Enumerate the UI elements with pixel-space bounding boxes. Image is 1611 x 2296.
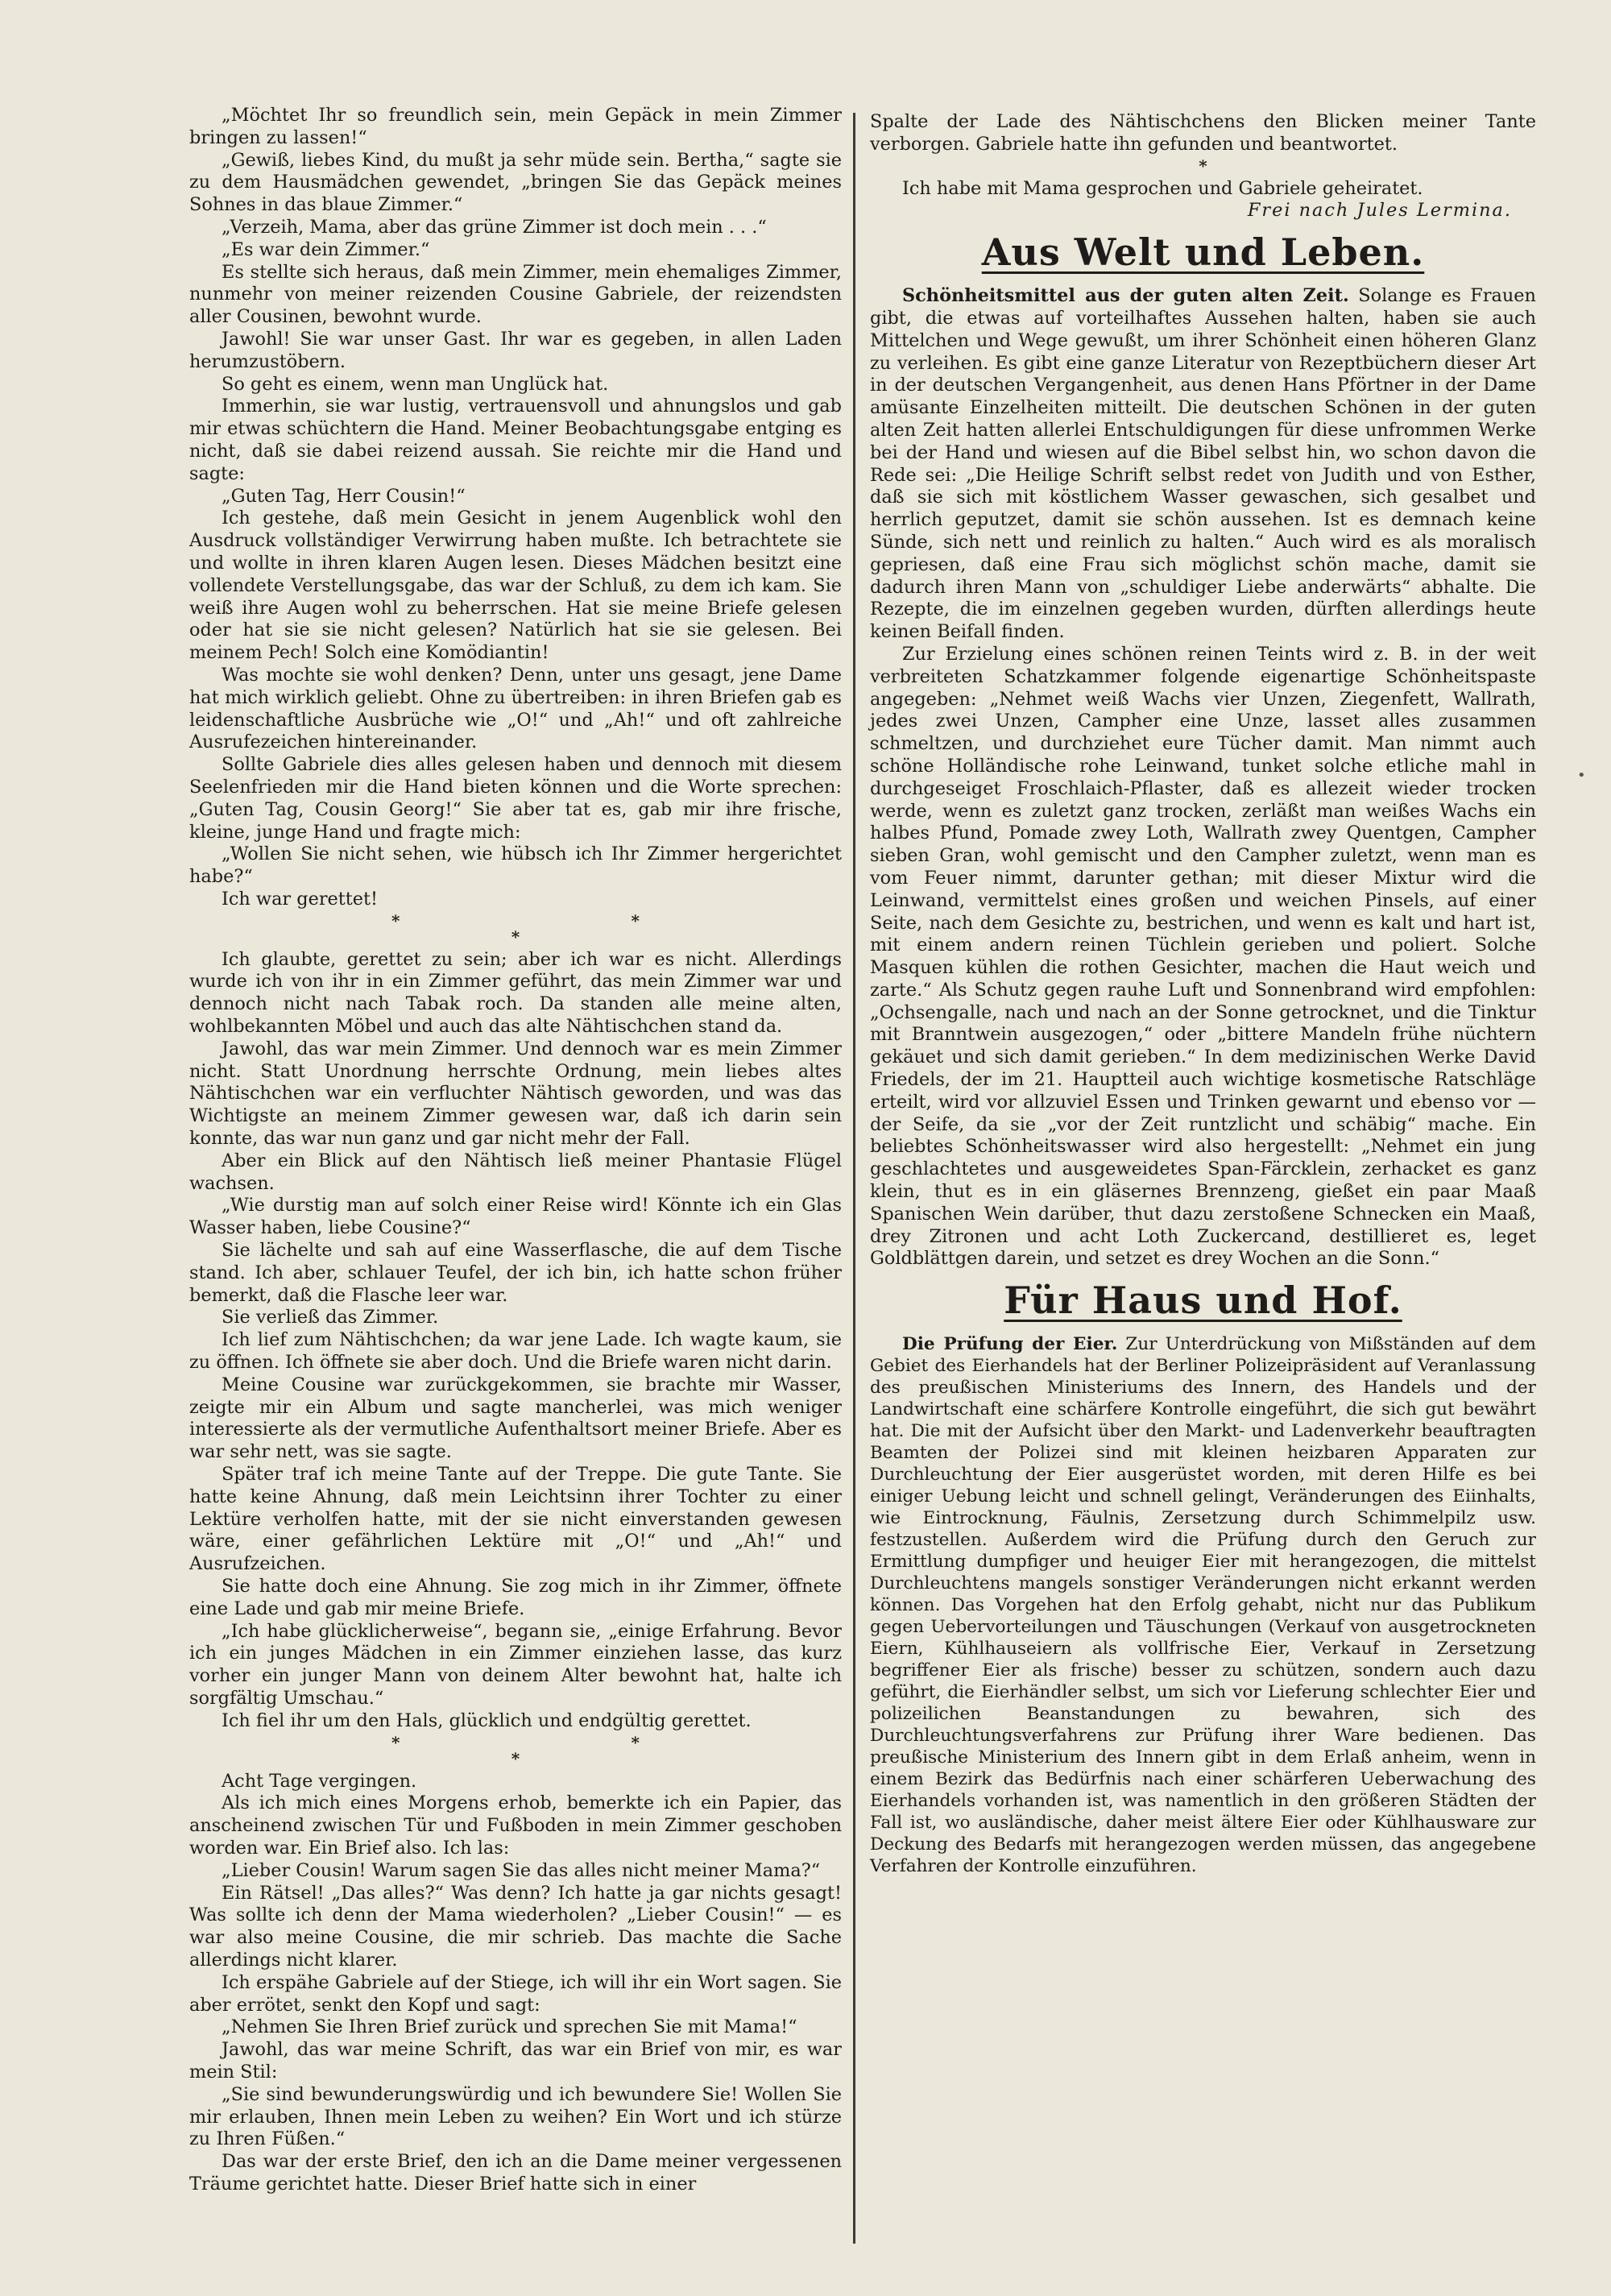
article-beauty xyxy=(870,285,1536,1270)
story-paragraph: Sie verließ das Zimmer. xyxy=(222,1307,439,1328)
story-paragraph: Ich gestehe, daß mein Gesicht in jenem Augenblick wohl den Ausdruck vollständiger Verwirrung haben mußte. Ich betrachtete sie und wollte in ihren klaren Augen lesen. Dieses Mädchen besitzt eine vollendete Verstellungsgabe, das war der Schluß, zu dem ich kam. Sie weiß ihre Augen wohl zu beherrschen. Hat sie meine Briefe gelesen oder hat sie sie nicht gelesen? Natürlich hat sie sie gelesen. Bei meinem Pech! Solch eine Komödiantin! xyxy=(189,508,842,664)
story-paragraph: Jawohl, das war meine Schrift, das war ein Brief von mir, es war mein Stil: xyxy=(189,2039,842,2083)
story-ending xyxy=(870,111,1536,222)
story-paragraph: Spalte der Lade des Nähtischchens den Blicken meiner Tante verborgen. Gabriele hatte ihn gefunden und beantwortet. xyxy=(870,111,1536,155)
story-paragraph: „Nehmen Sie Ihren Brief zurück und sprechen Sie mit Mama!“ xyxy=(222,2016,797,2038)
story-paragraph: Meine Cousine war zurückgekommen, sie brachte mir Wasser, zeigte mir ein Album und sagte mancherlei, was mich weniger interessierte als der vermutliche Aufenthaltsort meiner Briefe. Aber es war sehr nett, was sie sagte. xyxy=(189,1374,842,1463)
story-paragraph: Ich erspähe Gabriele auf der Stiege, ich will ihr ein Wort sagen. Sie aber errötet, senkt den Kopf und sagt: xyxy=(189,1971,842,2016)
section-divider-stars: * * * xyxy=(391,1732,752,1768)
article-paragraph: Solange es Frauen gibt, die etwas auf vorteilhaftes Aussehen halten, haben sie auch Mittelchen und Wege gewußt, um ihrer Schönheit einen höheren Glanz zu verleihen. Es gibt eine ganze Literatur von Rezeptbüchern dieser Art in der deutschen Vergangenheit, aus denen Hans Pförtner in der Dame amüsante Einzelheiten mitteilt. Die deutschen Schönen in der guten alten Zeit hatten allerlei Entschuldigungen für diese unfrommen Werke bei der Hand und wiesen auf die Bibel selbst hin, wo schon davon die Rede sei: „Die Heilige Schrift selbst redet von Judith und von Esther, daß sie sich mit köstlichem Wasser gewaschen, sich gesalbet und herrlich geputzet, damit sie schön aussehen. Ist es demnach keine Sünde, sich nett und reinlich zu halten.“ Auch wird es als moralisch gepriesen, daß eine Frau sich möglichst schön mache, damit sie dadurch ihren Mann von „schuldiger Liebe anderwärts“ abhalte. Die Rezepte, die im einzelnen gegeben wurden, dürften allerdings heute keinen Beifall finden. xyxy=(870,285,1536,643)
story-paragraph: Acht Tage vergingen. xyxy=(222,1770,417,1792)
story-paragraph: „Ich habe glücklicherweise“, begann sie, „einige Erfahrung. Bevor ich ein junges Mädchen in ein Zimmer einziehen lasse, das kurz vorher ein junger Mann von deinem Alter bewohnt hat, halte ich sorgfältig Umschau.“ xyxy=(189,1620,842,1709)
story-signature: Frei nach Jules Lermina. xyxy=(1247,200,1512,222)
story-paragraph: „Sie sind bewunderungswürdig und ich bewundere Sie! Wollen Sie mir erlauben, Ihnen mein Leben zu weihen? Ein Wort und ich stürze zu Ihren Füßen.“ xyxy=(189,2083,842,2150)
section-heading-fuer-haus-und-hof: Für Haus und Hof. xyxy=(1004,1279,1402,1323)
story-paragraph: Sie lächelte und sah auf eine Wasserflasche, die auf dem Tische stand. Ich aber, schlauer Teufel, der ich bin, ich hatte schon früher bemerkt, daß die Flasche leer war. xyxy=(189,1240,842,1306)
margin-mark: • xyxy=(1577,767,1586,784)
story-paragraph: „Es war dein Zimmer.“ xyxy=(222,238,430,260)
story-paragraph: „Wie durstig man auf solch einer Reise wird! Könnte ich ein Glas Wasser haben, liebe Cousine?“ xyxy=(189,1195,842,1239)
story-paragraph: „Verzeih, Mama, aber das grüne Zimmer ist doch mein . . .“ xyxy=(222,216,767,238)
story-paragraph: Ich war gerettet! xyxy=(222,888,379,910)
story-paragraph: „Gewiß, liebes Kind, du mußt ja sehr müde sein. Bertha,“ sagte sie zu dem Hausmädchen gewendet, „bringen Sie das Gepäck meines Sohnes in das blaue Zimmer.“ xyxy=(189,149,842,216)
story-paragraph: Ich fiel ihr um den Hals, glücklich und endgültig gerettet. xyxy=(222,1710,752,1731)
story-paragraph: Ein Rätsel! „Das alles?“ Was denn? Ich hatte ja gar nichts gesagt! Was sollte ich denn der Mama wiederholen? „Lieber Cousin!“ — es war also meine Cousine, die mir schrieb. Das machte die Sache allerdings nicht klarer. xyxy=(189,1882,842,1971)
story-paragraph: Jawohl! Sie war unser Gast. Ihr war es gegeben, in allen Laden herumzustöbern. xyxy=(189,328,842,372)
section-heading-aus-welt-und-leben: Aus Welt und Leben. xyxy=(981,230,1425,275)
article-lead: Die Prüfung der Eier. xyxy=(902,1334,1118,1355)
article-paragraph: Zur Erzielung eines schönen reinen Teints wird z. B. in der weit verbreiteten Schatzkammer folgende eigenartige Schönheitspaste angegeben: „Nehmet weiß Wachs vier Unzen, Ziegenfett, Wallrath, jedes zwei Unzen, Campher eine Unze, lasset alles zusammen schmeltzen, und durchziehet eure Tücher damit. Man nimmt auch schöne Holländische rohe Leinwand, tunket solche etliche mahl in durchgeseiget Froschlaich-Pflaster, daß es allezeit wieder trocken werde, wenn es zuletzt ganz trocken, zerläßt man weißes Wachs ein halbes Pfund, Pomade zwey Loth, Wallrath zwey Quentgen, Campher sieben Gran, wohl gemischt und den Campher zuletzt, wenn man es vom Feuer nimmt, darunter gethan; mit dieser Mixtur wird die Leinwand, vermittelst eines großen und weichen Pinsels, auf einer Seite, nach dem Gesichte zu, bestrichen, und wenn es kalt und hart ist, mit einem andern reinen Tüchlein gerieben und poliert. Solche Masquen kühlen die rothen Gesichter, machen die Haut weich und zarte.“ Als Schutz gegen rauhe Luft und Sonnenbrand wird empfohlen: „Ochsengalle, nach und nach an der Sonne getrocknet, und die Tinktur mit Branntwein ausgezogen,“ oder „bittere Mandeln frühe nüchtern gekäuet und sich damit gerieben.“ In dem medizinischen Werke David Friedels, der im 21. Hauptteil auch wichtige kosmetische Ratschläge erteilt, wird vor allzuviel Essen und Trinken gewarnt und ebenso vor — der Seife, da sie „vor der Zeit runtzlicht und schäbig“ mache. Ein beliebtes Schönheitswasser wird also hergestellt: „Nehmet ein jung geschlachtetes und ausgeweidetes Span-Färcklein, zerhacket es ganz klein, thut es in ein gläsernes Brennzeng, gießet ein paar Maaß Spanischen Wein darüber, thut dazu zerstoßene Schnecken ein Maaß, drey Zitronen und acht Loth Zuckercand, destillieret es, leget Goldblättgen darein, und setzet es drey Wochen an die Sonn.“ xyxy=(870,643,1536,1270)
story-paragraph: Was mochte sie wohl denken? Denn, unter uns gesagt, jene Dame hat mich wirklich geliebt. Ohne zu übertreiben: in ihren Briefen gab es leidenschaftliche Ausbrüche wie „O!“ und „Ah!“ und oft zahlreiche Ausrufezeichen hintereinander. xyxy=(189,664,842,753)
story-paragraph: Ich habe mit Mama gesprochen und Gabriele geheiratet. xyxy=(902,177,1423,199)
story-paragraph: Als ich mich eines Morgens erhob, bemerkte ich ein Papier, das anscheinend zwischen Tür und Fußboden in mein Zimmer geschoben worden war. Ein Brief also. Ich las: xyxy=(189,1792,842,1859)
article-paragraph: Zur Unterdrückung von Mißständen auf dem Gebiet des Eierhandels hat der Berliner Polizeipräsident auf Veranlassung des preußischen Ministeriums des Innern, des Handels und der Landwirtschaft eine schärfere Kontrolle eingeführt, die sich gut bewährt hat. Die mit der Aufsicht über den Markt- und Ladenverkehr beauftragten Beamten der Polizei sind mit kleinen heizbaren Apparaten zur Durchleuchtung der Eier ausgerüstet worden, mit deren Hilfe es bei einiger Uebung leicht und schnell gelingt, Veränderungen des Eiinhalts, wie Eintrocknung, Fäulnis, Zersetzung durch Schimmelpilz usw. festzustellen. Außerdem wird die Prüfung durch den Geruch zur Ermittlung dumpfiger und heuiger Eier mit herangezogen, die mittelst Durchleuchtens mangels sonstiger Veränderungen nicht erkannt werden können. Das Vorgehen hat den Erfolg gehabt, nicht nur das Publikum gegen Uebervorteilungen und Täuschungen (Verkauf von ausgetrockneten Eiern, Kühlhauseiern als vollfrische Eier, Verkauf in Zersetzung begriffener Eier als frische) besser zu schützen, sondern auch dazu geführt, die Eierhändler selbst, um sich vor Lieferung schlechter Eier und polizeilichen Beanstandungen zu bewahren, sich des Durchleuchtungsverfahrens zur Prüfung ihrer Ware bedienen. Das preußische Ministerium des Innern gibt in dem Erlaß anheim, wenn in einem Bezirk das Bedürfnis nach einer schärferen Ueberwachung des Eierhandels vorhanden ist, was namentlich in den größeren Städten der Fall ist, wo ausländische, daher meist ältere Eier oder Kühlhausware zur Deckung des Bedarfs mit herangezogen werden müssen, das angegebene Verfahren der Kontrolle einzuführen. xyxy=(870,1334,1536,1877)
story-paragraph: „Lieber Cousin! Warum sagen Sie das alles nicht meiner Mama?“ xyxy=(222,1859,821,1881)
story-paragraph: „Guten Tag, Herr Cousin!“ xyxy=(222,485,466,507)
section-divider-stars: * xyxy=(1199,155,1320,176)
column-rule xyxy=(853,113,855,2244)
section-divider-stars: * * * xyxy=(391,910,752,947)
story-paragraph: Das war der erste Brief, den ich an die Dame meiner vergessenen Träume gerichtet hatte. Dieser Brief hatte sich in einer xyxy=(189,2151,842,2194)
story-paragraph: Sie hatte doch eine Ahnung. Sie zog mich in ihr Zimmer, öffnete eine Lade und gab mir meine Briefe. xyxy=(189,1576,842,1619)
article-eggs xyxy=(870,1333,1536,1877)
story-paragraph: „Möchtet Ihr so freundlich sein, mein Gepäck in mein Zimmer bringen zu lassen!“ xyxy=(189,105,842,148)
article-lead: Schönheitsmittel aus der guten alten Zeit. xyxy=(902,285,1349,307)
story-paragraph: Sollte Gabriele dies alles gelesen haben und dennoch mit diesem Seelenfrieden mir die Hand bieten können und die Worte sprechen: „Guten Tag, Cousin Georg!“ Sie aber tat es, gab mir ihre frische, kleine, junge Hand und fragte mich: xyxy=(189,754,842,843)
story-paragraph: Ich lief zum Nähtischchen; da war jene Lade. Ich wagte kaum, sie zu öffnen. Ich öffnete sie aber doch. Und die Briefe waren nicht darin. xyxy=(189,1329,842,1374)
story-paragraph: „Wollen Sie nicht sehen, wie hübsch ich Ihr Zimmer hergerichtet habe?“ xyxy=(189,843,842,888)
story-paragraph: Es stellte sich heraus, daß mein Zimmer, mein ehemaliges Zimmer, nunmehr von meiner reizenden Cousine Gabriele, der reizendsten aller Cousinen, bewohnt wurde. xyxy=(189,261,842,328)
story-paragraph: Jawohl, das war mein Zimmer. Und dennoch war es mein Zimmer nicht. Statt Unordnung herrschte Ordnung, mein liebes altes Nähtischchen war ein verfluchter Nähtisch geworden, und was das Wichtigste an meinem Zimmer gewesen war, daß ich darin sein konnte, das war nun ganz und gar nicht mehr der Fall. xyxy=(189,1038,842,1150)
right-column xyxy=(870,111,1536,1877)
story-paragraph: Ich glaubte, gerettet zu sein; aber ich war es nicht. Allerdings wurde ich von ihr in ein Zimmer geführt, das mein Zimmer war und dennoch nicht nach Tabak roch. Da standen alle meine alten, wohlbekannten Möbel und auch das alte Nähtischchen stand da. xyxy=(189,948,842,1038)
left-column xyxy=(189,105,842,2196)
story-paragraph: So geht es einem, wenn man Unglück hat. xyxy=(222,373,609,395)
story-paragraph: Später traf ich meine Tante auf der Treppe. Die gute Tante. Sie hatte keine Ahnung, daß mein Leichtsinn ihrer Tochter zu einer Lektüre verholfen hatte, mit der sie nicht einverstanden gewesen wäre, einer gefährlichen Lektüre mit „O!“ und „Ah!“ und Ausrufzeichen. xyxy=(189,1464,842,1575)
story-paragraph: Immerhin, sie war lustig, vertrauensvoll und ahnungslos und gab mir etwas schüchtern die Hand. Meiner Beobachtungsgabe entging es nicht, daß sie dabei reizend aussah. Sie reichte mir die Hand und sagte: xyxy=(189,396,842,484)
story-paragraph: Aber ein Blick auf den Nähtisch ließ meiner Phantasie Flügel wachsen. xyxy=(189,1150,842,1194)
